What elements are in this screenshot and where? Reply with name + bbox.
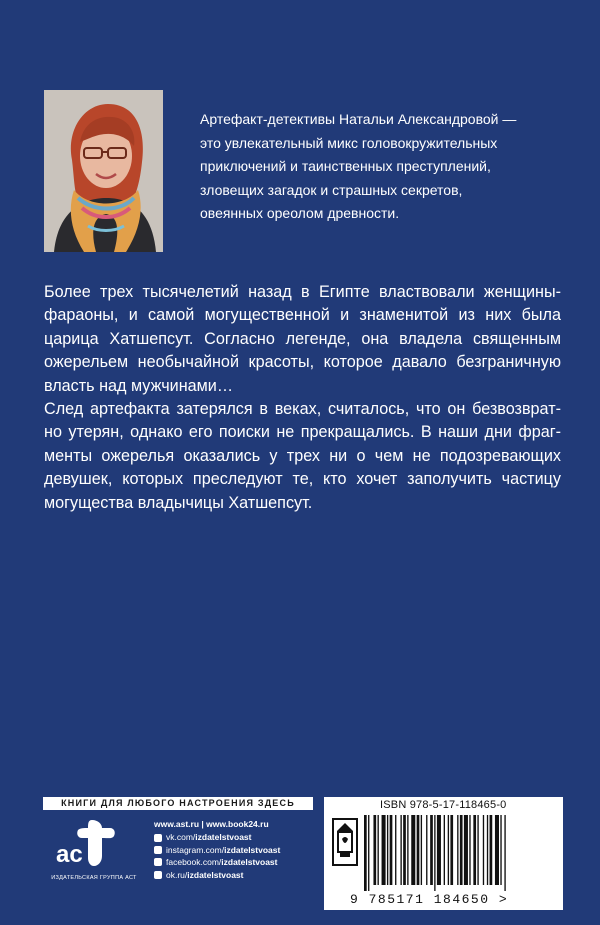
description-line: власть над мужчинами… <box>44 376 234 395</box>
social-handle: izdatelstvoast <box>187 869 244 880</box>
barcode <box>364 815 554 891</box>
vk-icon <box>154 834 162 842</box>
barcode-block <box>324 797 563 910</box>
blurb-line: овеянных ореолом древности. <box>200 205 400 221</box>
social-link-instagram[interactable] <box>154 844 314 856</box>
blurb-line: зловещих загадок и страшных секретов, <box>200 181 463 198</box>
description-line: Более трех тысячелетий назад в Египте властвовали женщины- <box>44 283 561 301</box>
description-line: менты ожерелья оказались у трех ни о чем не подозревающих <box>44 446 561 465</box>
social-handle: izdatelstvoast <box>221 857 278 868</box>
social-link-facebook[interactable] <box>154 856 314 868</box>
description-line: След артефакта затерялся в веках, считалось, что он безвозврат- <box>44 400 561 419</box>
description-line: девушек, которых преследуют те, кто хочет заполучить частицу <box>44 470 561 489</box>
publisher-slogan: КНИГИ ДЛЯ ЛЮБОГО НАСТРОЕНИЯ ЗДЕСЬ <box>43 797 313 810</box>
ast-logo-text: ac <box>56 841 83 868</box>
blurb-line: это увлекательный микс головокружительных <box>200 134 498 151</box>
lantern-icon <box>331 817 359 867</box>
social-prefix: vk.com/ <box>166 832 196 843</box>
author-blurb <box>200 108 540 226</box>
barcode-digits: 9 785171 184650 > <box>350 892 509 907</box>
book-description <box>44 281 561 515</box>
description-line: фараоны, и самой могущественной и знаменитой из них была <box>44 306 561 325</box>
publisher-caption: ИЗДАТЕЛЬСКАЯ ГРУППА АСТ <box>51 875 137 881</box>
social-handle: izdatelstvoast <box>195 832 252 843</box>
social-handle: izdatelstvoast <box>224 844 281 855</box>
description-line: царица Хатшепсут. Согласно легенде, она владела священным <box>44 329 561 348</box>
social-link-vk[interactable] <box>154 831 314 843</box>
author-photo <box>44 90 163 252</box>
publisher-sites[interactable]: www.ast.ru | www.book24.ru <box>154 819 269 829</box>
social-prefix: ok.ru/ <box>166 869 188 880</box>
ast-logo <box>52 816 152 906</box>
blurb-line: приключений и таинственных преступлений, <box>200 158 491 174</box>
description-line: но утерян, однако его поиски не прекращались. В наши дни фраг- <box>44 423 561 442</box>
instagram-icon <box>154 846 162 854</box>
publisher-links <box>154 818 314 881</box>
description-line: могущества владычицы Хатшепсут. <box>44 493 313 512</box>
social-prefix: facebook.com/ <box>166 857 222 868</box>
isbn-number: ISBN 978-5-17-118465-0 <box>380 799 507 811</box>
social-prefix: instagram.com/ <box>166 844 225 855</box>
facebook-icon <box>154 858 162 866</box>
description-line: ожерельем необычайной красоты, которое давало безграничную <box>44 353 561 372</box>
blurb-line: Артефакт-детективы Натальи Александровой — <box>200 111 517 127</box>
social-link-ok[interactable] <box>154 869 314 881</box>
ok-icon <box>154 871 162 879</box>
